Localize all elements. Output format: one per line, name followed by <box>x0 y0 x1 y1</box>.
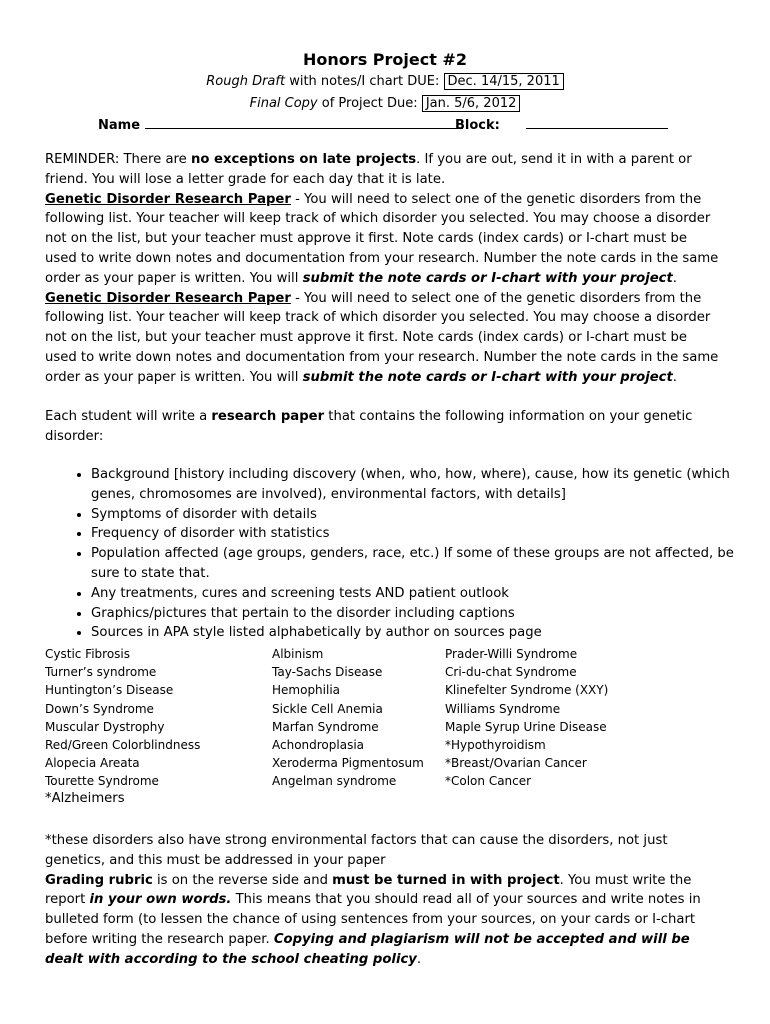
list-item: • Sources in APA style listed alphabetically by author on sources page <box>91 623 766 643</box>
disorder-item: Hemophilia <box>272 683 341 698</box>
disorder-item: Cri-du-chat Syndrome <box>445 665 577 680</box>
disorder-column-3 <box>445 645 608 791</box>
disorder-item: *Colon Cancer <box>445 774 532 789</box>
closing-body <box>45 831 720 970</box>
disorder-item: Sickle Cell Anemia <box>272 701 383 716</box>
list-item: • Population affected (age groups, genders, race, etc.) If some of these groups are not affected, be sure to state that. <box>91 544 766 584</box>
disorder-item: Muscular Dystrophy <box>45 719 165 734</box>
disorder-item: Red/Green Colorblindness <box>45 737 201 752</box>
research-paragraph-1: Genetic Disorder Research Paper - You will need to select one of the genetic disorders from the following list. Your teacher will keep track of which disorder you selected. You may choose a disorder not on the list, but your teacher must approve it first. Note cards (index cards) or I-chart must be used to write down notes and documentation from your research. Number the note cards in the same order as your paper is written. You will submit the note cards or I-chart with your project. <box>45 191 719 286</box>
instructions-body <box>45 150 720 447</box>
disorder-item: Alopecia Areata <box>45 756 140 771</box>
disorder-item: Albinism <box>272 647 324 661</box>
block-label: Block: <box>455 118 500 133</box>
disorder-item: Huntington’s Disease <box>45 683 174 698</box>
disorder-item: Angelman syndrome <box>272 774 397 789</box>
disorder-item: *Breast/Ovarian Cancer <box>445 756 587 771</box>
disorder-item: Tay-Sachs Disease <box>272 665 383 680</box>
rough-draft-text: with notes/I chart DUE: <box>285 74 440 89</box>
disorder-item: *Hypothyroidism <box>445 737 546 752</box>
list-item: • Frequency of disorder with statistics <box>91 524 766 544</box>
disorder-column-2 <box>272 645 424 791</box>
name-label: Name <box>98 118 141 133</box>
disorder-column-1 <box>45 645 200 791</box>
name-blank-line[interactable] <box>145 116 463 129</box>
disorder-item: Maple Syrup Urine Disease <box>445 719 607 734</box>
disorder-item: Prader-Willi Syndrome <box>445 647 578 661</box>
disorder-item: Cystic Fibrosis <box>45 647 131 661</box>
disorder-item: Tourette Syndrome <box>45 774 159 789</box>
reminder-paragraph: REMINDER: There are no exceptions on late projects. If you are out, send it in with a parent or friend. You will lose a letter grade for each day that it is late. <box>45 152 692 187</box>
rough-draft-label: Rough Draft <box>206 74 286 89</box>
environmental-note: *these disorders also have strong environmental factors that can cause the disorders, not just genetics, and this must be addressed in your paper <box>45 833 668 868</box>
list-item: • Any treatments, cures and screening tests AND patient outlook <box>91 584 766 604</box>
grading-paragraph: Grading rubric is on the reverse side and must be turned in with project. You must write the report in your own words. This means that you should read all of your sources and write notes in bulleted form (to lessen the chance of using sentences from your sources, on your cards or I-chart before writing the research paper. Copying and plagiarism will not be accepted and will be dealt with according to the school cheating policy. <box>45 872 701 967</box>
page-title: Honors Project #2 <box>303 50 467 69</box>
block-field[interactable] <box>455 116 668 133</box>
final-copy-label: Final Copy <box>249 96 318 111</box>
disorder-item: Down’s Syndrome <box>45 701 154 716</box>
disorder-item: Achondroplasia <box>272 737 365 752</box>
disorder-item: Klinefelter Syndrome (XXY) <box>445 683 609 698</box>
requirements-list <box>45 465 766 643</box>
final-copy-line <box>0 96 770 111</box>
disorder-item: Marfan Syndrome <box>272 719 379 734</box>
rough-draft-line <box>0 74 770 89</box>
list-item: • Background [history including discovery (when, who, how, where), cause, how its genetic (which genes, chromosomes are involved), environmental factors, with details] <box>91 465 766 505</box>
list-item: • Graphics/pictures that pertain to the disorder including captions <box>91 604 766 624</box>
disorder-item-alzheimers: *Alzheimers <box>45 791 125 806</box>
final-copy-date: Jan. 5/6, 2012 <box>422 95 521 112</box>
final-copy-text: of Project Due: <box>317 96 418 111</box>
disorder-item: Turner’s syndrome <box>45 665 157 680</box>
disorder-item: Xeroderma Pigmentosum <box>272 756 424 771</box>
disorder-item: Williams Syndrome <box>445 701 561 716</box>
block-blank-line[interactable] <box>526 116 668 129</box>
intro-paragraph: Each student will write a research paper that contains the following information on your genetic disorder: <box>45 409 693 445</box>
list-item: • Symptoms of disorder with details <box>91 505 766 525</box>
rough-draft-date: Dec. 14/15, 2011 <box>444 73 564 90</box>
research-paragraph-2: Genetic Disorder Research Paper - You will need to select one of the genetic disorders from the following list. Your teacher will keep track of which disorder you selected. You may choose a disorder not on the list, but your teacher must approve it first. Note cards (index cards) or I-chart must be used to write down notes and documentation from your research. Number the note cards in the same order as your paper is written. You will submit the note cards or I-chart with your project. <box>45 290 719 385</box>
name-field[interactable] <box>98 116 463 133</box>
